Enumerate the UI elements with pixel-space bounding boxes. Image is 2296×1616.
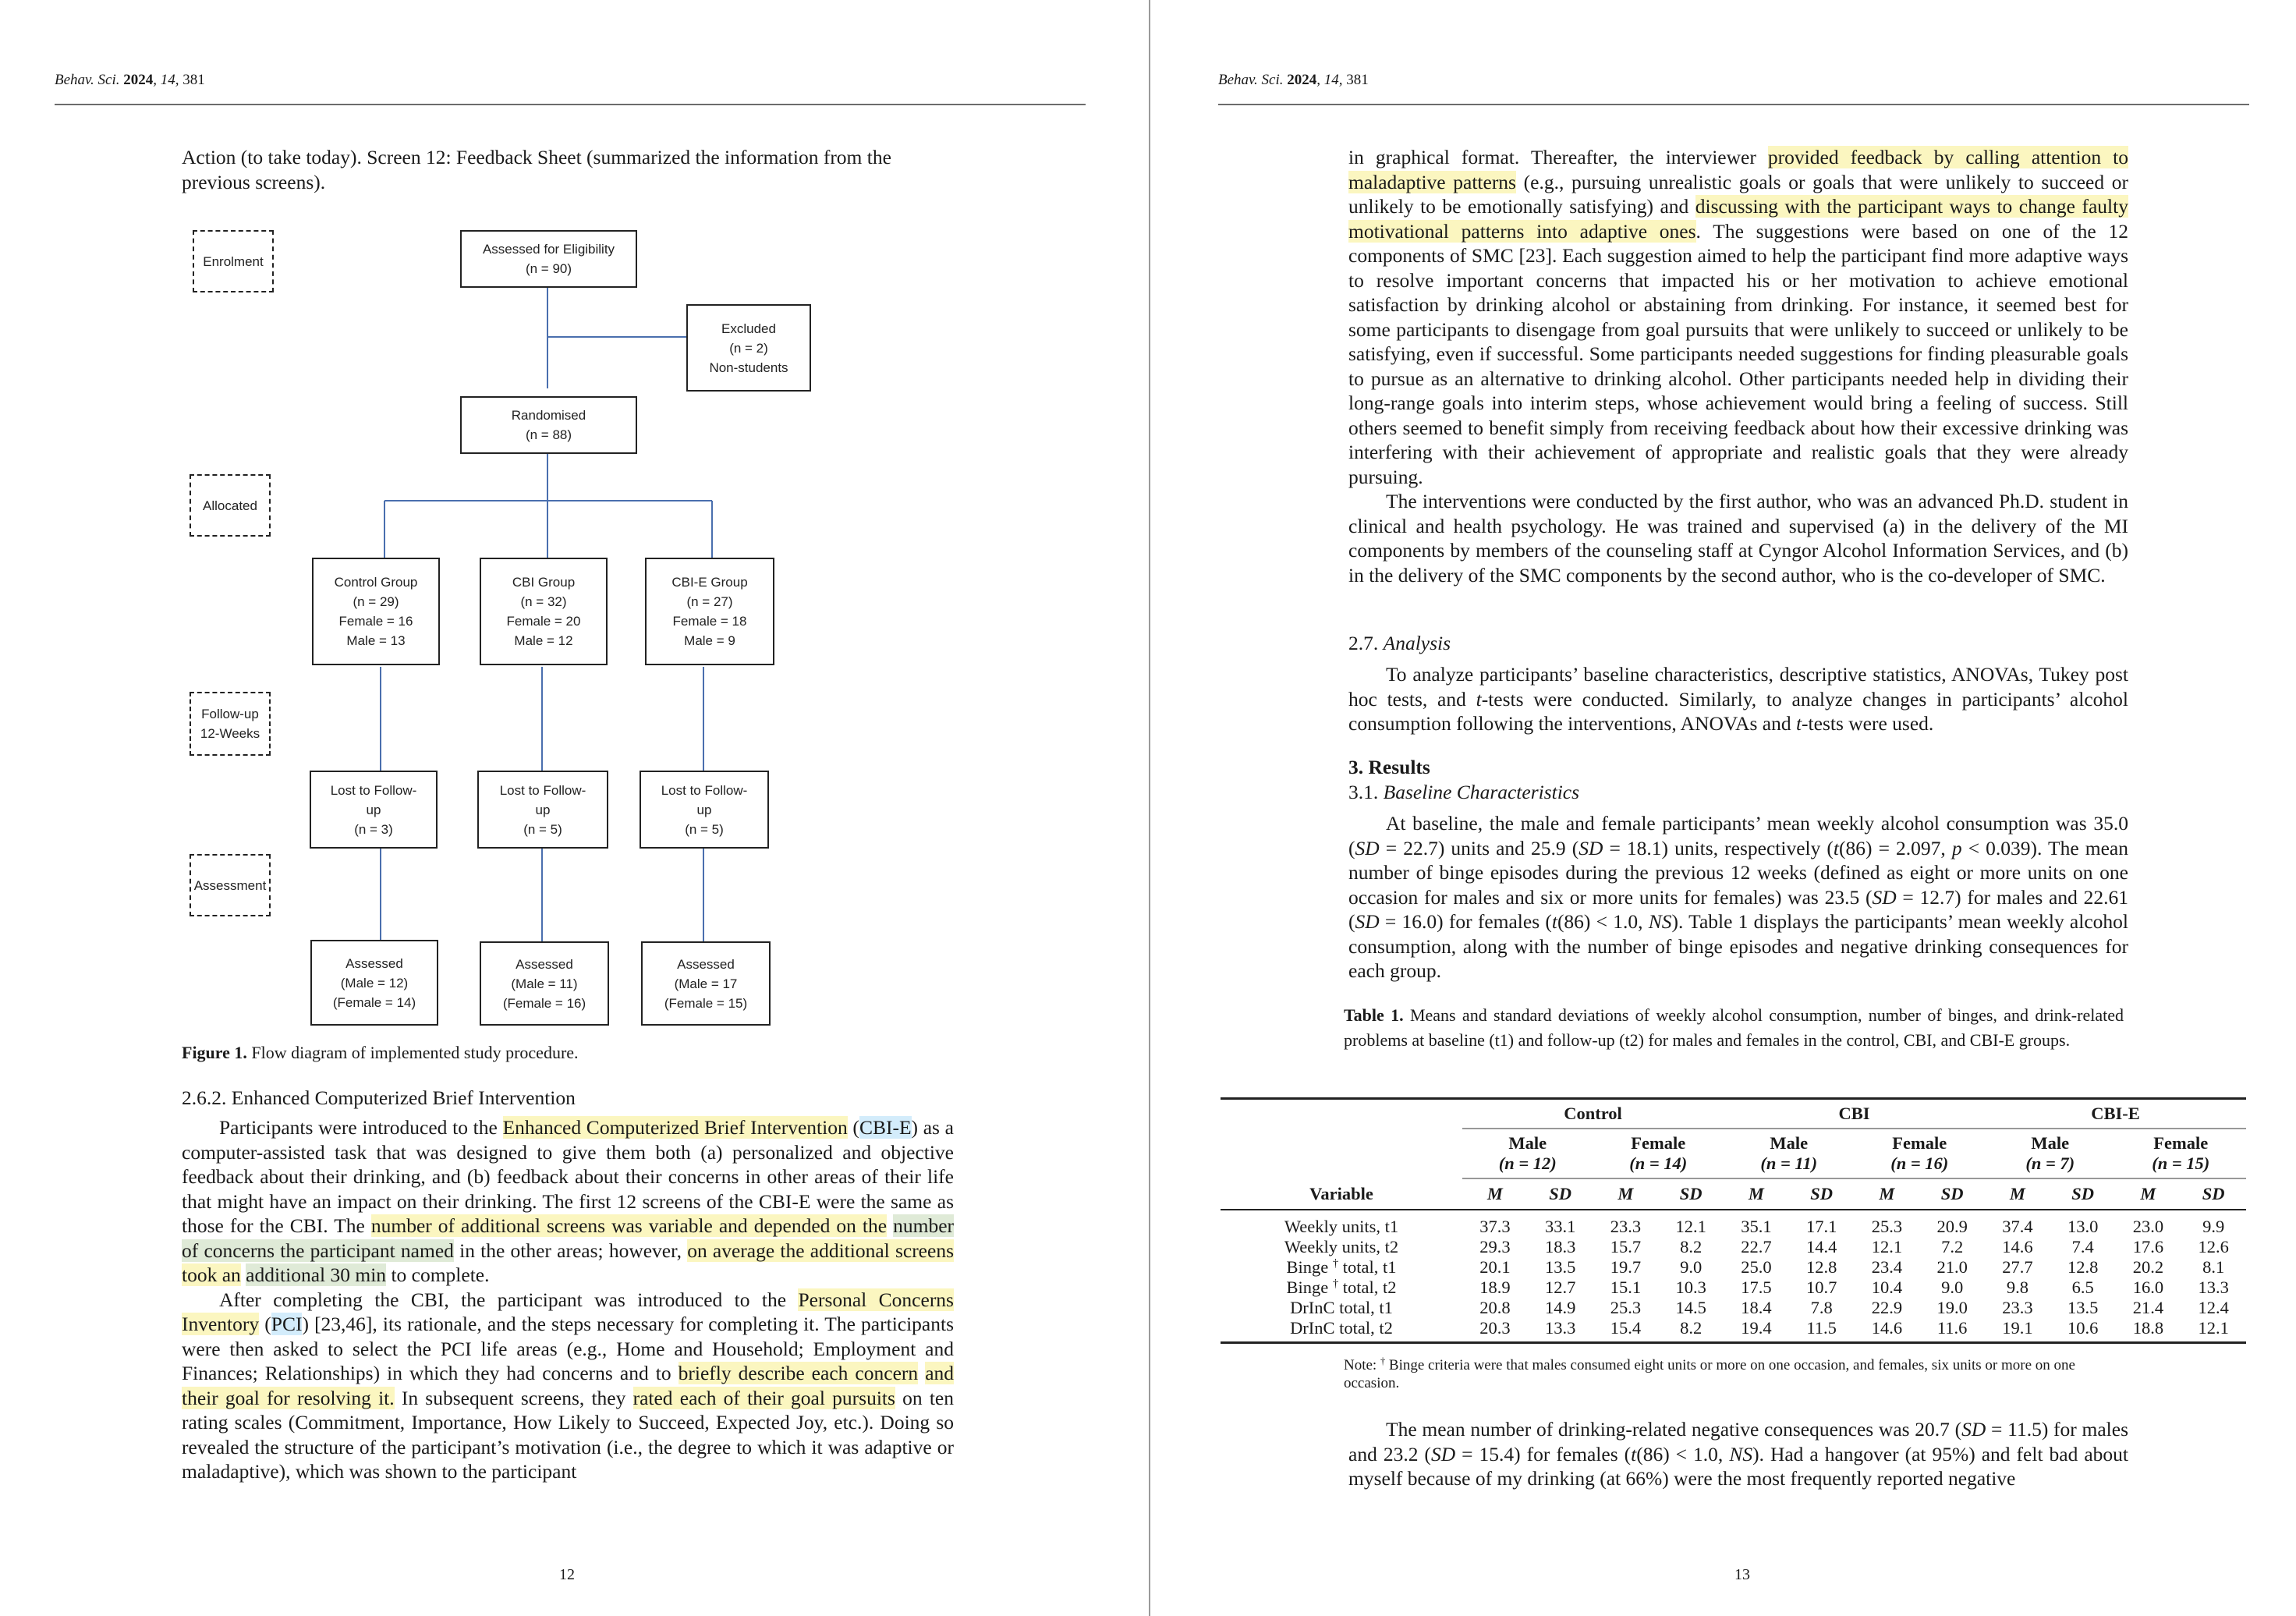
text: ). Had a hangover (at 95%) and felt bad about myself because of my drinking (at 66%) were the most frequently reported negative xyxy=(1348,1442,2128,1490)
highlight[interactable]: briefly describe each concern xyxy=(678,1362,919,1384)
text: SD xyxy=(1355,910,1380,933)
text: (e.g., pursuing unrealistic goals or goals that were unlikely to succeed or unlikely to be emotionally satisfying) and xyxy=(1348,170,2128,218)
table-value-cell: 15.7 xyxy=(1610,1237,1642,1256)
article-number: 381 xyxy=(1346,72,1369,88)
table-row xyxy=(1221,1298,2246,1318)
table-value-cell: 6.5 xyxy=(2071,1278,2094,1297)
variable-label: DrInC total, t2 xyxy=(1290,1318,1393,1338)
table-stat-sd-header: SD xyxy=(2181,1178,2246,1210)
variable-label: DrInC total, t1 xyxy=(1290,1298,1393,1317)
highlight[interactable]: on average the additional screens took an xyxy=(182,1239,954,1286)
table-value-cell: 11.5 xyxy=(1789,1318,1855,1343)
table-value-cell: 33.1 xyxy=(1544,1217,1576,1236)
table-value-cell: 29.3 xyxy=(1479,1237,1511,1256)
table-value-cell: 8.2 xyxy=(1680,1237,1703,1256)
box-control-lost xyxy=(310,771,438,849)
intro-paragraph xyxy=(182,145,954,194)
lost-label: Lost to Follow- xyxy=(330,782,417,798)
table-value-cell: 18.3 xyxy=(1544,1237,1576,1256)
text: ) [23,46], its rationale, and the steps necessary for completing it. The participants were then asked to select the PCI life areas (e.g., Home and Household; Employment and Finances; Relationships) in which they had concerns and to xyxy=(182,1313,955,1384)
group-count: (n = 29) xyxy=(353,594,399,609)
table-row xyxy=(1221,1318,2246,1343)
section-2-7-body xyxy=(1348,662,2128,736)
text: < 0.039). The mean number of binge episodes during the previous 12 weeks (defined as eight or more units on one occasion for males and six or more units for females) was 23.5 ( xyxy=(1348,836,2128,909)
section-2-6-2-body xyxy=(182,1115,954,1484)
table-value-cell: 9.8 xyxy=(2006,1278,2028,1297)
text: = 18.1) units, respectively ( xyxy=(1603,836,1834,859)
highlight[interactable]: PCI xyxy=(271,1313,303,1335)
text: ) as a computer-assisted task that was designed to give them both (a) personalized and objective feedback about their drinking, and (b) feedback about their concerns in other areas of their life that might have an impact on their drinking. The first 12 screens of the CBI-E were the same as those for the CBI. The xyxy=(182,1116,954,1237)
table-value-cell: 23.3 xyxy=(2002,1298,2033,1317)
box-assessed-eligibility xyxy=(460,230,637,288)
text: After completing the CBI, the participant was introduced to the xyxy=(219,1288,799,1311)
table-subgroup-header-row xyxy=(1221,1129,2246,1178)
table-value-cell: 21.4 xyxy=(2132,1298,2164,1317)
figure-caption-text: Flow diagram of implemented study procedure. xyxy=(246,1043,579,1062)
text: ). Table 1 displays the participants’ mean weekly alcohol consumption, along with the number of binge episodes and negative drinking consequences for each group. xyxy=(1348,910,2128,982)
table-value-cell: 15.1 xyxy=(1610,1278,1642,1297)
highlight[interactable]: discussing with the participant ways to change faulty motivational patterns into adaptive ones xyxy=(1348,195,2128,243)
table-value-cell: 20.8 xyxy=(1479,1298,1511,1317)
group-female: Female = 16 xyxy=(338,614,413,629)
journal-volume: 14 xyxy=(1323,72,1339,88)
box-cbie-assessed xyxy=(641,941,771,1026)
paragraph xyxy=(1348,662,2128,736)
box-count: (n = 88) xyxy=(525,427,572,442)
lost-count: (n = 3) xyxy=(354,821,393,837)
text: t xyxy=(1476,687,1482,711)
table-value-cell: 19.7 xyxy=(1610,1257,1642,1277)
table-value-cell: 12.8 xyxy=(2067,1257,2099,1277)
table-value-cell: 13.3 xyxy=(1528,1318,1593,1343)
table-value-cell: 25.3 xyxy=(1610,1298,1642,1317)
table-value-cell: 27.7 xyxy=(2002,1257,2033,1277)
intro-text: Action (to take today). Screen 12: Feedback Sheet (summarized the information from the previous screens). xyxy=(182,146,891,193)
text: on ten rating scales (Commitment, Importance, How Likely to Succeed, Expected Joy, etc.). Doing so revealed the structure of the participant’s motivation (i.e., the degree to which it was adaptive or maladaptive), which was shown to the participant xyxy=(182,1386,954,1483)
variable-label: Weekly units, t1 xyxy=(1284,1217,1399,1236)
box-cbie-lost xyxy=(640,771,769,849)
box-cbie-group xyxy=(645,558,774,665)
dagger-mark: † xyxy=(1332,1277,1339,1290)
stage-label: Follow-up xyxy=(201,707,259,721)
table-stat-sd-header: SD xyxy=(1919,1178,1985,1210)
group-count: (n = 27) xyxy=(686,594,733,609)
article-number: 381 xyxy=(182,72,205,88)
section-heading-2-7 xyxy=(1348,632,1451,655)
box-label: Randomised xyxy=(511,408,586,423)
stage-follow-up xyxy=(190,692,271,756)
table-variable-cell xyxy=(1221,1298,1462,1318)
paragraph xyxy=(1348,145,2128,489)
group-male: Male = 12 xyxy=(514,633,573,648)
heading-number: 2.7. xyxy=(1348,632,1384,654)
variable-suffix: total, t1 xyxy=(1338,1257,1397,1277)
table-subgroup-header xyxy=(1593,1129,1724,1178)
text: (86) < 1.0, xyxy=(1636,1442,1730,1465)
paragraph xyxy=(1348,811,2128,983)
table-value-cell: 35.1 xyxy=(1741,1217,1772,1236)
table-variable-cell xyxy=(1221,1210,1462,1237)
box-count: (n = 90) xyxy=(525,261,572,276)
text: t xyxy=(1833,836,1840,859)
text: To analyze participants’ baseline characteristics, descriptive statistics, ANOVAs, Tukey post hoc tests, and xyxy=(1348,663,2128,711)
table-value-cell: 15.4 xyxy=(1593,1318,1659,1343)
text: ( xyxy=(259,1313,271,1335)
table-value-cell: 21.0 xyxy=(1936,1257,1968,1277)
group-male: Male = 9 xyxy=(684,633,735,648)
text: (86) = 2.097, xyxy=(1839,836,1952,859)
heading-number: 3.1. xyxy=(1348,781,1384,803)
running-head: Behav. Sci. 2024, 14, 381 xyxy=(1218,72,1369,88)
text: SD xyxy=(1355,836,1380,859)
table-variable-header: Variable xyxy=(1221,1178,1462,1210)
header-rule xyxy=(55,104,1086,105)
results-paragraph-negative xyxy=(1348,1417,2128,1491)
subgroup-sex: Female xyxy=(2153,1133,2209,1153)
highlight[interactable]: Personal Concerns Inventory xyxy=(182,1288,954,1335)
table-group-header-row xyxy=(1221,1099,2246,1129)
subgroup-sex: Male xyxy=(2031,1133,2070,1153)
text: Participants were introduced to the xyxy=(219,1116,503,1139)
table-value-cell: 10.3 xyxy=(1675,1278,1706,1297)
text: SD xyxy=(1578,836,1603,859)
table-value-cell: 23.4 xyxy=(1871,1257,1903,1277)
table-value-cell: 22.7 xyxy=(1741,1237,1772,1256)
box-excluded xyxy=(686,304,811,392)
group-female: Female = 18 xyxy=(672,614,747,629)
table-stat-header-row xyxy=(1221,1178,2246,1210)
lost-label: Lost to Follow- xyxy=(661,782,748,798)
text: in graphical format. Thereafter, the interviewer xyxy=(1348,146,1768,168)
subgroup-sex: Female xyxy=(1631,1133,1686,1153)
table-value-cell: 20.3 xyxy=(1462,1318,1528,1343)
table-value-cell: 18.4 xyxy=(1741,1298,1772,1317)
stage-enrolment xyxy=(193,230,274,292)
subgroup-sex: Male xyxy=(1770,1133,1809,1153)
stage-label: Assessment xyxy=(193,877,267,893)
group-label: Control Group xyxy=(334,575,418,590)
table-group-header: Control xyxy=(1462,1099,1724,1129)
table-value-cell: 13.5 xyxy=(1544,1257,1576,1277)
table-stat-sd-header: SD xyxy=(2050,1178,2116,1210)
table-value-cell: 18.8 xyxy=(2116,1318,2181,1343)
table-value-cell: 14.6 xyxy=(1855,1318,1920,1343)
table-variable-cell xyxy=(1221,1278,1462,1298)
table-value-cell: 12.4 xyxy=(2198,1298,2229,1317)
text: SD xyxy=(1961,1418,1986,1441)
dagger-mark: † xyxy=(1380,1356,1386,1367)
text xyxy=(918,1362,925,1384)
journal-volume: 14 xyxy=(160,72,175,88)
dagger-mark: † xyxy=(1332,1256,1339,1270)
group-male: Male = 13 xyxy=(346,633,406,648)
table-stat-m-header: M xyxy=(1462,1178,1528,1210)
table-group-header: CBI xyxy=(1724,1099,1985,1129)
table-stat-m-header: M xyxy=(1593,1178,1659,1210)
text: p xyxy=(1951,836,1962,859)
text: ( xyxy=(847,1116,859,1139)
header-rule xyxy=(1218,104,2249,105)
assessed-label: Assessed xyxy=(345,955,403,971)
table-value-cell: 7.2 xyxy=(1941,1237,1964,1256)
table-value-cell: 22.9 xyxy=(1871,1298,1903,1317)
stage-label: 12-Weeks xyxy=(200,726,260,741)
box-count: (n = 2) xyxy=(729,340,768,356)
table-body xyxy=(1221,1210,2246,1343)
heading-text: Baseline Characteristics xyxy=(1383,781,1580,803)
table-value-cell: 10.7 xyxy=(1805,1278,1837,1297)
section-3-1-body xyxy=(1348,811,2128,983)
table-variable-cell xyxy=(1221,1257,1462,1278)
assessed-female: (Female = 15) xyxy=(664,995,748,1011)
table-subgroup-header xyxy=(1724,1129,1855,1178)
box-label: Excluded xyxy=(721,321,776,336)
table-value-cell: 18.9 xyxy=(1479,1278,1511,1297)
table-value-cell: 23.3 xyxy=(1610,1217,1642,1236)
lost-label: Lost to Follow- xyxy=(499,782,586,798)
page-number: 12 xyxy=(559,1566,575,1583)
table-group-header: CBI-E xyxy=(1985,1099,2246,1129)
assessed-male: (Male = 12) xyxy=(340,975,409,991)
variable-suffix: total, t2 xyxy=(1338,1278,1397,1297)
table-stat-m-header: M xyxy=(1855,1178,1920,1210)
box-reason: Non-students xyxy=(709,360,788,375)
text: SD xyxy=(1872,885,1897,909)
lost-label: up xyxy=(366,802,381,817)
text: = 15.4) for females ( xyxy=(1455,1442,1632,1465)
subgroup-n: (n = 15) xyxy=(2152,1154,2210,1173)
box-control-group xyxy=(312,558,440,665)
table-caption-text: Means and standard deviations of weekly alcohol consumption, number of binges, and drink-related problems at baseline (t1) and follow-up (t2) for males and females in the control, CBI, and CBI-E groups. xyxy=(1344,1005,2124,1050)
subgroup-sex: Male xyxy=(1508,1133,1547,1153)
journal-year: 2024 xyxy=(123,72,154,88)
subgroup-sex: Female xyxy=(1892,1133,1947,1153)
table-value-cell: 37.3 xyxy=(1479,1217,1511,1236)
text xyxy=(887,1214,893,1237)
box-cbi-group xyxy=(480,558,608,665)
box-label: Assessed for Eligibility xyxy=(482,242,615,257)
lost-count: (n = 5) xyxy=(685,821,724,837)
table-value-cell: 13.0 xyxy=(2067,1217,2099,1236)
group-label: CBI-E Group xyxy=(671,575,748,590)
table-value-cell: 37.4 xyxy=(2002,1217,2033,1236)
section-heading-3: 3. Results xyxy=(1348,756,1430,778)
assessed-label: Assessed xyxy=(516,956,573,972)
text: = 11.5) for males and 23.2 ( xyxy=(1348,1418,2129,1465)
section-heading-3-1 xyxy=(1348,781,1579,804)
subgroup-n: (n = 7) xyxy=(2025,1154,2075,1173)
paragraph xyxy=(182,1115,954,1288)
text: . The suggestions were based on one of the 12 components of SMC [23]. Each suggestion aimed to help the participant find more adaptive ways to resolve important concerns that impacted his or her motivation to achieve emotional satisfaction by drinking alcohol or abstaining from drinking. For instance, it seemed best for some participants to disengage from goal pursuits that were unlikely to succeed or unlikely to be satisfying, even if successful. Some participants needed suggestions for finding pleasurable goals to pursue as an alternative to drinking alcohol. Other participants needed help in dividing their long-range goals into interim steps, whose achievement would bring a feeling of success. Still others seemed to benefit simply from receiving feedback about how their excessive drinking was interfering with their achievement of appropriate and realistic goals that they were already pursuing. xyxy=(1348,219,2128,488)
text: -tests were conducted. Similarly, to analyze changes in participants’ alcohol consumption following the interventions, ANOVAs and xyxy=(1348,687,2128,735)
stage-label: Enrolment xyxy=(203,253,264,269)
table-stat-sd-header: SD xyxy=(1528,1178,1593,1210)
text: In subsequent screens, they xyxy=(394,1386,633,1409)
stage-label: Allocated xyxy=(203,498,257,513)
assessed-male: (Male = 11) xyxy=(511,976,578,991)
text: The mean number of drinking-related negative consequences was 20.7 ( xyxy=(1386,1418,1962,1441)
stage-assessment xyxy=(190,854,271,916)
table-value-cell: 25.3 xyxy=(1871,1217,1903,1236)
table-value-cell: 11.6 xyxy=(1919,1318,1985,1343)
table-subgroup-header xyxy=(2116,1129,2247,1178)
table-value-cell: 25.0 xyxy=(1741,1257,1772,1277)
table-value-cell: 9.0 xyxy=(1941,1278,1964,1297)
subgroup-n: (n = 11) xyxy=(1760,1154,1818,1173)
table-value-cell: 12.1 xyxy=(1675,1217,1706,1236)
text: to complete. xyxy=(386,1263,490,1286)
table-value-cell: 9.0 xyxy=(1680,1257,1703,1277)
variable-label: Binge xyxy=(1286,1257,1329,1277)
assessed-female: (Female = 16) xyxy=(502,995,586,1011)
table-value-cell: 17.1 xyxy=(1805,1217,1837,1236)
subgroup-n: (n = 12) xyxy=(1498,1154,1557,1173)
table-value-cell: 20.9 xyxy=(1936,1217,1968,1236)
note-prefix: Note: xyxy=(1344,1357,1380,1373)
text: = 22.7) units and 25.9 ( xyxy=(1379,836,1579,859)
table-value-cell: 20.1 xyxy=(1479,1257,1511,1277)
table-value-cell: 12.1 xyxy=(2181,1318,2246,1343)
table-value-cell: 19.4 xyxy=(1724,1318,1789,1343)
table-stat-sd-header: SD xyxy=(1658,1178,1724,1210)
table-row xyxy=(1221,1210,2246,1237)
table-value-cell: 8.2 xyxy=(1658,1318,1724,1343)
subgroup-n: (n = 16) xyxy=(1890,1154,1949,1173)
note-text: Binge criteria were that males consumed eight units or more on one occasion, and females, six units or more on one occasion. xyxy=(1344,1357,2075,1391)
table-caption xyxy=(1344,1003,2124,1053)
table-value-cell: 12.6 xyxy=(2198,1237,2229,1256)
table-variable-cell xyxy=(1221,1318,1462,1343)
text: t xyxy=(1631,1442,1637,1465)
table-variable-cell xyxy=(1221,1237,1462,1257)
lost-label: up xyxy=(535,802,551,817)
table-stat-m-header: M xyxy=(1724,1178,1789,1210)
assessed-female: (Female = 14) xyxy=(332,994,416,1010)
table-subgroup-header xyxy=(1462,1129,1593,1178)
text: t xyxy=(1795,712,1802,735)
table-value-cell: 23.0 xyxy=(2132,1217,2164,1236)
subgroup-n: (n = 14) xyxy=(1629,1154,1688,1173)
running-head: Behav. Sci. 2024, 14, 381 xyxy=(55,72,205,88)
table-row xyxy=(1221,1237,2246,1257)
heading-text: Analysis xyxy=(1383,632,1451,654)
variable-label: Weekly units, t2 xyxy=(1284,1237,1399,1256)
text: -tests were used. xyxy=(1802,712,1934,735)
group-count: (n = 32) xyxy=(520,594,567,609)
table-stat-m-header: M xyxy=(2116,1178,2181,1210)
highlight[interactable]: number of concerns the participant named xyxy=(182,1214,955,1262)
table-stat-m-header: M xyxy=(1985,1178,2050,1210)
text: in the other areas; however, xyxy=(453,1239,688,1262)
journal-name: Behav. Sci. xyxy=(1218,72,1284,88)
table-subgroup-header xyxy=(1985,1129,2116,1178)
table-value-cell: 14.6 xyxy=(2002,1237,2033,1256)
table-value-cell: 20.2 xyxy=(2132,1257,2164,1277)
table-value-cell: 12.8 xyxy=(1805,1257,1837,1277)
box-cbi-assessed xyxy=(480,941,609,1026)
table-stat-sd-header: SD xyxy=(1789,1178,1855,1210)
text: NS xyxy=(1729,1442,1753,1465)
table-label: Table 1. xyxy=(1344,1005,1404,1025)
paragraph xyxy=(1348,1417,2128,1491)
table-value-cell: 13.3 xyxy=(2198,1278,2229,1297)
table-value-cell: 12.1 xyxy=(1871,1237,1903,1256)
lost-count: (n = 5) xyxy=(523,821,562,837)
assessed-male: (Male = 17 xyxy=(674,976,738,991)
table-value-cell: 17.6 xyxy=(2132,1237,2164,1256)
table-header-cell xyxy=(1221,1129,1462,1178)
page-number: 13 xyxy=(1734,1566,1750,1583)
highlight[interactable]: provided feedback by calling attention to maladaptive patterns xyxy=(1348,146,2128,193)
paragraph xyxy=(182,1288,954,1484)
box-control-assessed xyxy=(310,940,438,1026)
table-value-cell: 13.5 xyxy=(2067,1298,2099,1317)
text: = 12.7) for males and 22.61 ( xyxy=(1348,885,2128,933)
group-female: Female = 20 xyxy=(506,614,581,629)
highlight[interactable]: CBI-E xyxy=(859,1116,912,1139)
section-heading-2-6-2: 2.6.2. Enhanced Computerized Brief Intervention xyxy=(182,1086,576,1109)
highlight[interactable]: number of additional screens was variable and depended on the xyxy=(370,1214,888,1237)
table-value-cell: 12.7 xyxy=(1544,1278,1576,1297)
lost-label: up xyxy=(696,802,712,817)
table-value-cell: 19.0 xyxy=(1936,1298,1968,1317)
highlight[interactable]: Enhanced Computerized Brief Intervention xyxy=(502,1116,848,1139)
table-value-cell: 7.8 xyxy=(1810,1298,1833,1317)
figure-caption xyxy=(182,1043,579,1063)
text: At baseline, the male and female participants’ mean weekly alcohol consumption was 35.0 ( xyxy=(1348,812,2128,859)
text: SD xyxy=(1430,1442,1456,1465)
flow-diagram-figure xyxy=(179,211,795,1037)
highlight[interactable]: additional 30 min xyxy=(246,1263,387,1286)
group-label: CBI Group xyxy=(512,575,576,590)
table-value-cell: 10.6 xyxy=(2050,1318,2116,1343)
section-2-6-2-continued xyxy=(1348,145,2128,587)
highlight[interactable]: rated each of their goal pursuits xyxy=(632,1386,895,1409)
table-subgroup-header xyxy=(1855,1129,1986,1178)
table-value-cell: 16.0 xyxy=(2132,1278,2164,1297)
table-value-cell: 10.4 xyxy=(1871,1278,1903,1297)
stage-allocated xyxy=(190,474,271,537)
table-1 xyxy=(1221,1097,2246,1344)
assessed-label: Assessed xyxy=(677,956,735,972)
text: t xyxy=(1551,910,1557,933)
highlight[interactable]: and their goal for resolving it. xyxy=(182,1362,955,1409)
table-value-cell: 8.1 xyxy=(2202,1257,2225,1277)
table-value-cell: 14.5 xyxy=(1675,1298,1706,1317)
table-header-cell xyxy=(1221,1099,1462,1129)
table-value-cell: 17.5 xyxy=(1741,1278,1772,1297)
box-randomised xyxy=(460,396,637,454)
table-note xyxy=(1344,1356,2124,1392)
text: = 16.0) for females ( xyxy=(1379,910,1552,933)
table-value-cell: 7.4 xyxy=(2071,1237,2094,1256)
table-value-cell: 14.9 xyxy=(1544,1298,1576,1317)
box-cbi-lost xyxy=(477,771,608,849)
table-value-cell: 19.1 xyxy=(1985,1318,2050,1343)
text: NS xyxy=(1648,910,1672,933)
text: (86) < 1.0, xyxy=(1557,910,1649,933)
journal-year: 2024 xyxy=(1287,72,1317,88)
figure-label: Figure 1. xyxy=(182,1043,247,1062)
table-row xyxy=(1221,1257,2246,1278)
variable-label: Binge xyxy=(1286,1278,1329,1297)
paragraph: The interventions were conducted by the first author, who was an advanced Ph.D. student in clinical and health psychology. He was trained and supervised (a) in the delivery of the MI components by members of the counseling staff at Cyngor Alcohol Information Services, and (b) in the delivery of the SMC components by the second author, who is the co-developer of SMC. xyxy=(1348,490,2128,587)
journal-name: Behav. Sci. xyxy=(55,72,120,88)
table-row xyxy=(1221,1278,2246,1298)
table-value-cell: 14.4 xyxy=(1805,1237,1837,1256)
table-value-cell: 9.9 xyxy=(2202,1217,2225,1236)
